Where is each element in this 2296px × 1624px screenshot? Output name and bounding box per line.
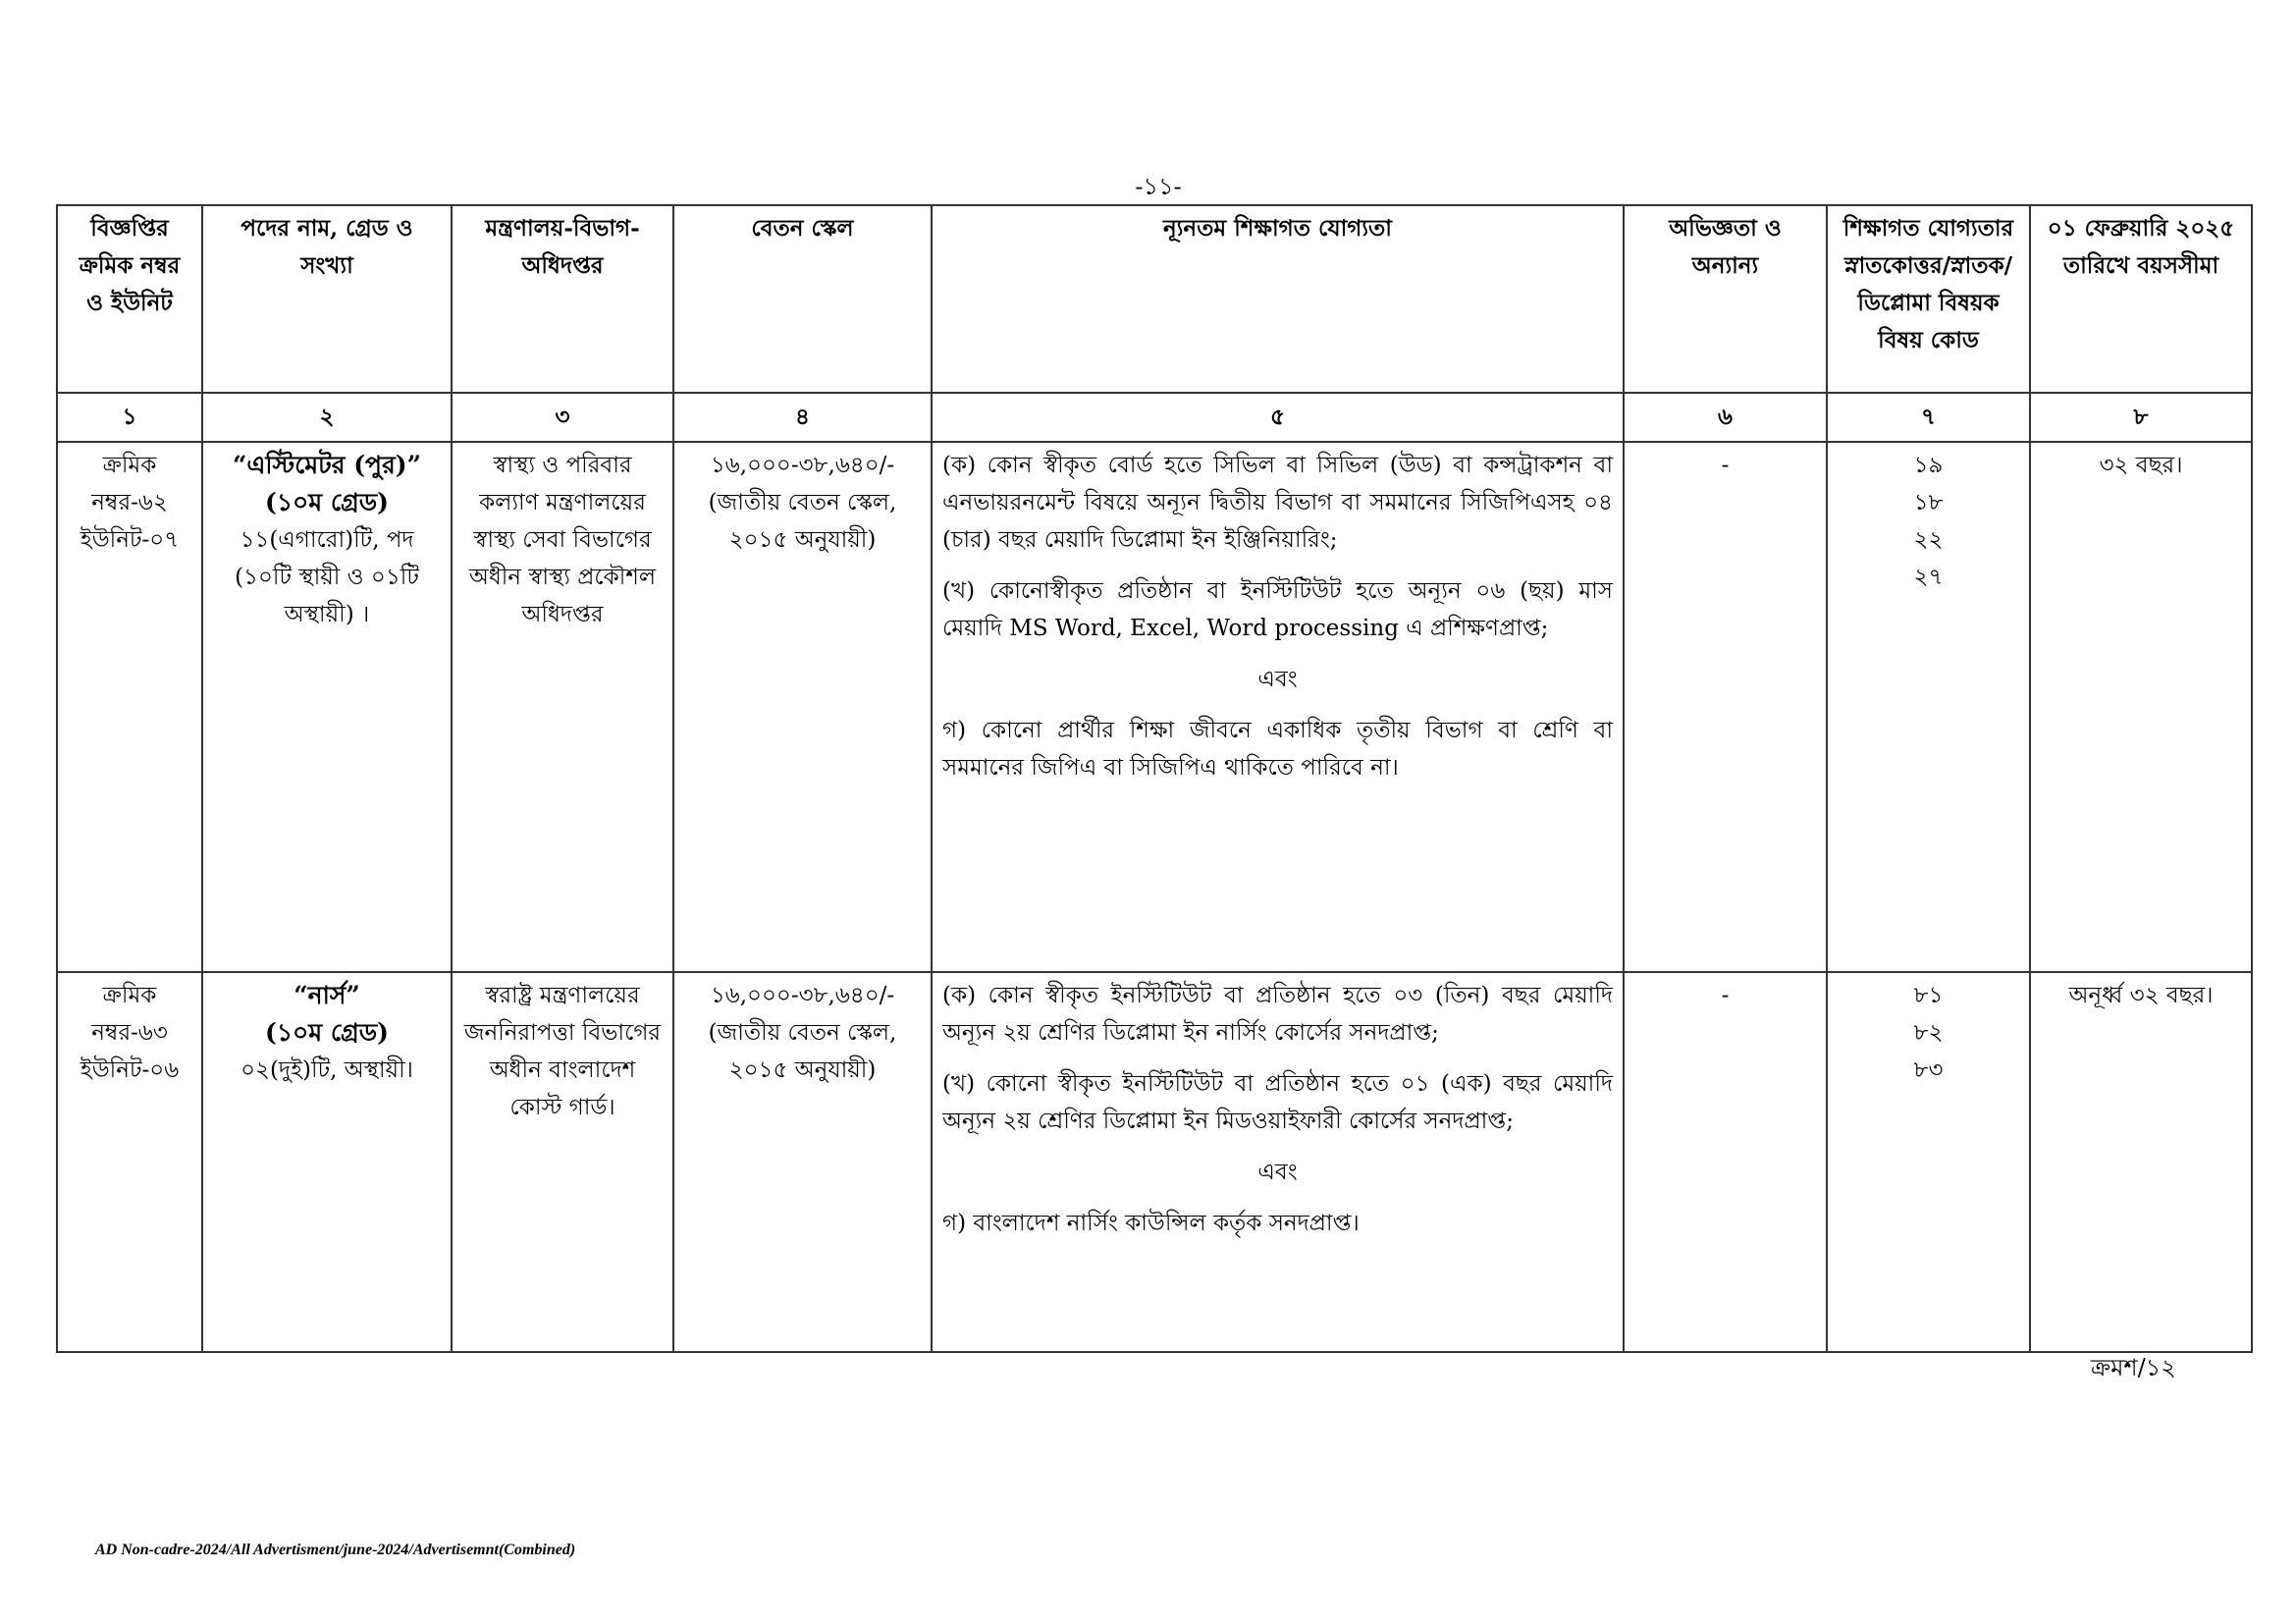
pay-scale: ১৬,০০০-৩৮,৬৪০/- bbox=[710, 453, 895, 478]
age-cell: অনূর্ধ্ব ৩২ বছর। bbox=[2030, 972, 2252, 1352]
table-row bbox=[57, 972, 2252, 1352]
code: ২৭ bbox=[1913, 565, 1944, 590]
serial-line: নম্বর-৬২ bbox=[91, 490, 168, 515]
serial-line: ক্রমিক bbox=[102, 983, 157, 1008]
edu-item: গ) কোনো প্রার্থীর শিক্ষা জীবনে একাধিক তৃতীয় বিভাগ বা শ্রেণি বা সমমানের জিপিএ বা সিজিপিএ থাকিতে পারিবে না। bbox=[942, 718, 1613, 781]
page-number: -১১- bbox=[1135, 173, 1182, 200]
header-post: পদের নাম, গ্রেড ও সংখ্যা bbox=[202, 205, 452, 393]
header-experience: অভিজ্ঞতা ও অন্যান্য bbox=[1624, 205, 1827, 393]
pay-cell bbox=[673, 442, 932, 972]
serial-line: নম্বর-৬৩ bbox=[91, 1020, 168, 1046]
experience-cell: - bbox=[1624, 442, 1827, 972]
code: ৮১ bbox=[1913, 983, 1944, 1008]
header-subject-code: শিক্ষাগত যোগ্যতার স্নাতকোত্তর/স্নাতক/ ডিপ্লোমা বিষয়ক বিষয় কোড bbox=[1827, 205, 2030, 393]
post-cell bbox=[202, 442, 452, 972]
serial-line: ইউনিট-০৭ bbox=[80, 527, 180, 553]
header-row bbox=[57, 205, 2252, 393]
header-ministry: মন্ত্রণালয়-বিভাগ-অধিদপ্তর bbox=[452, 205, 673, 393]
serial-cell bbox=[57, 972, 202, 1352]
table-row bbox=[57, 442, 2252, 972]
header-age: ০১ ফেব্রুয়ারি ২০২৫ তারিখে বয়সসীমা bbox=[2030, 205, 2252, 393]
code: ১৮ bbox=[1913, 490, 1944, 515]
code: ৮২ bbox=[1913, 1020, 1944, 1046]
edu-and: এবং bbox=[1257, 1160, 1298, 1185]
col-num: ৫ bbox=[932, 393, 1624, 442]
education-cell bbox=[932, 972, 1624, 1352]
pay-note: (জাতীয় বেতন স্কেল, ২০১৫ অনুযায়ী) bbox=[708, 490, 897, 553]
post-grade: (১০ম গ্রেড) bbox=[265, 488, 389, 516]
post-count: ১১(এগারো)টি, পদ (১০টি স্থায়ী ও ০১টি অস্থায়ী) । bbox=[235, 527, 419, 627]
code: ৮৩ bbox=[1913, 1057, 1944, 1083]
post-title: “নার্স” bbox=[294, 981, 360, 1009]
pay-note: (জাতীয় বেতন স্কেল, ২০১৫ অনুযায়ী) bbox=[708, 1020, 897, 1083]
edu-and: এবং bbox=[1257, 667, 1298, 692]
col-num: ৬ bbox=[1624, 393, 1827, 442]
post-grade: (১০ম গ্রেড) bbox=[265, 1018, 389, 1047]
continued-note: ক্রমশ/১২ bbox=[2091, 1354, 2176, 1381]
education-cell bbox=[932, 442, 1624, 972]
age-cell: ৩২ বছর। bbox=[2030, 442, 2252, 972]
col-num: ২ bbox=[202, 393, 452, 442]
edu-item: (ক) কোন স্বীকৃত ইনস্টিটিউট বা প্রতিষ্ঠান হতে ০৩ (তিন) বছর মেয়াদি অন্যূন ২য় শ্রেণির ডিপ্লোমা ইন নার্সিং কোর্সের সনদপ্রাপ্ত; bbox=[942, 983, 1613, 1046]
code-cell bbox=[1827, 442, 2030, 972]
column-number-row bbox=[57, 393, 2252, 442]
pay-scale: ১৬,০০০-৩৮,৬৪০/- bbox=[710, 983, 895, 1008]
post-count: ০২(দুই)টি, অস্থায়ী। bbox=[240, 1057, 413, 1083]
pay-cell bbox=[673, 972, 932, 1352]
header-education: ন্যূনতম শিক্ষাগত যোগ্যতা bbox=[932, 205, 1624, 393]
col-num: ৩ bbox=[452, 393, 673, 442]
code: ১৯ bbox=[1913, 453, 1944, 478]
col-num: ৭ bbox=[1827, 393, 2030, 442]
edu-item: (খ) কোনো স্বীকৃত ইনস্টিটিউট বা প্রতিষ্ঠান হতে ০১ (এক) বছর মেয়াদি অন্যূন ২য় শ্রেণির ডিপ্লোমা ইন মিডওয়াইফারী কোর্সের সনদপ্রাপ্ত; bbox=[942, 1071, 1613, 1134]
post-cell bbox=[202, 972, 452, 1352]
experience-cell: - bbox=[1624, 972, 1827, 1352]
ministry-cell: স্বাস্থ্য ও পরিবার কল্যাণ মন্ত্রণালয়ের স্বাস্থ্য সেবা বিভাগের অধীন স্বাস্থ্য প্রকৌশল অধিদপ্তর bbox=[452, 442, 673, 972]
col-num: ১ bbox=[57, 393, 202, 442]
col-num: ৮ bbox=[2030, 393, 2252, 442]
serial-cell bbox=[57, 442, 202, 972]
code-cell bbox=[1827, 972, 2030, 1352]
post-title: “এস্টিমেটর (পুর)” bbox=[232, 451, 421, 479]
serial-line: ইউনিট-০৬ bbox=[80, 1057, 180, 1083]
header-serial: বিজ্ঞপ্তির ক্রমিক নম্বর ও ইউনিট bbox=[57, 205, 202, 393]
footer-path: AD Non-cadre-2024/All Advertisment/june-2024/Advertisemnt(Combined) bbox=[95, 1542, 576, 1558]
col-num: ৪ bbox=[673, 393, 932, 442]
edu-item: গ) বাংলাদেশ নার্সিং কাউন্সিল কর্তৃক সনদপ্রাপ্ত। bbox=[942, 1211, 1360, 1236]
header-pay: বেতন স্কেল bbox=[673, 205, 932, 393]
code: ২২ bbox=[1913, 527, 1944, 553]
serial-line: ক্রমিক bbox=[102, 453, 157, 478]
job-table bbox=[56, 204, 2253, 1353]
ministry-cell: স্বরাষ্ট্র মন্ত্রণালয়ের জননিরাপত্তা বিভাগের অধীন বাংলাদেশ কোস্ট গার্ড। bbox=[452, 972, 673, 1352]
edu-item: (খ) কোনোস্বীকৃত প্রতিষ্ঠান বা ইনস্টিটিউট হতে অন্যূন ০৬ (ছয়) মাস মেয়াদি MS Word, Excel, Word processing এ প্রশিক্ষণপ্রাপ্ত; bbox=[942, 578, 1613, 641]
edu-item: (ক) কোন স্বীকৃত বোর্ড হতে সিভিল বা সিভিল (উড) বা কন্সট্রাকশন বা এনভায়রনমেন্ট বিষয়ে অন্যূন দ্বিতীয় বিভাগ বা সমমানের সিজিপিএসহ ০৪ (চার) বছর মেয়াদি ডিপ্লোমা ইন ইঞ্জিনিয়ারিং; bbox=[942, 453, 1613, 553]
